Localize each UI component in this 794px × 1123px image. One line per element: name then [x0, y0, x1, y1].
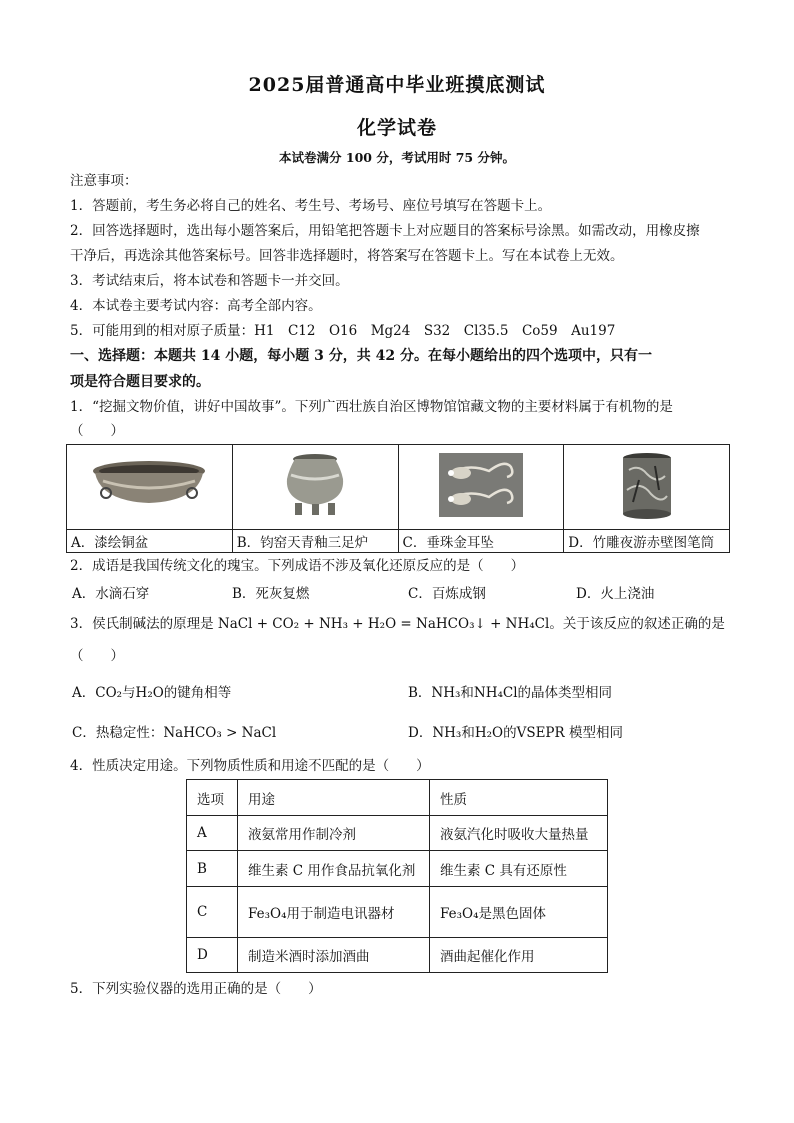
- q3-option-b[interactable]: B．NH₃和NH₄Cl的晶体类型相同: [408, 685, 613, 701]
- exam-info: 本试卷满分 100 分，考试用时 75 分钟。: [279, 150, 515, 165]
- gold-earrings-icon: [439, 453, 523, 517]
- artifact-image-c: [398, 445, 564, 530]
- q3-option-a[interactable]: A．CO₂与H₂O的键角相等: [72, 685, 232, 701]
- q3-stem: [70, 614, 725, 634]
- table-cell: 液氨汽化时吸收大量热量: [430, 816, 608, 851]
- note-3: 3．考试结束后，将本试卷和答题卡一并交回。: [70, 273, 349, 289]
- q1-option-c[interactable]: C．垂珠金耳坠: [398, 530, 564, 553]
- bamboo-brush-holder-icon: [617, 450, 677, 520]
- section-heading-line2: 项是符合题目要求的。: [70, 374, 210, 390]
- tripod-censer-icon: [273, 449, 357, 521]
- table-row[interactable]: [187, 851, 608, 887]
- q1-option-a[interactable]: A．漆绘铜盆: [67, 530, 233, 553]
- table-cell: Fe₃O₄是黑色固体: [430, 887, 608, 938]
- q3-stem-post: 。关于该反应的叙述正确的是: [549, 616, 725, 632]
- table-row[interactable]: [187, 887, 608, 938]
- q2-stem: 2．成语是我国传统文化的瑰宝。下列成语不涉及氧化还原反应的是（ ）: [70, 558, 525, 574]
- q2-option-b[interactable]: B．死灰复燃: [232, 586, 310, 602]
- table-header-row: [187, 780, 608, 816]
- exam-subject: 化学试卷: [356, 117, 437, 139]
- table-cell: D: [187, 938, 238, 973]
- q4-table: [186, 779, 608, 973]
- artifact-image-b: [232, 445, 398, 530]
- table-row[interactable]: [187, 816, 608, 851]
- q3-option-c[interactable]: C．热稳定性：NaHCO₃ > NaCl: [72, 725, 277, 741]
- q5-stem: 5．下列实验仪器的选用正确的是（ ）: [70, 981, 322, 997]
- section-heading-line1: 一、选择题：本题共 14 小题，每小题 3 分，共 42 分。在每小题给出的四个选项中，只有一: [70, 348, 652, 364]
- q3-stem-pre: 3．侯氏制碱法的原理是: [70, 616, 218, 632]
- notes-heading: 注意事项：: [70, 173, 138, 189]
- artifact-image-a: [67, 445, 233, 530]
- table-cell: C: [187, 887, 238, 938]
- note-1: 1．答题前，考生务必将自己的姓名、考生号、考场号、座位号填写在答题卡上。: [70, 198, 552, 214]
- table-cell: 维生素 C 具有还原性: [430, 851, 608, 887]
- exam-title: 2025届普通高中毕业班摸底测试: [248, 74, 546, 96]
- bronze-basin-icon: [89, 455, 209, 515]
- q1-artifact-table: [66, 444, 730, 553]
- table-cell: 制造米酒时添加酒曲: [238, 938, 430, 973]
- table-row[interactable]: [187, 938, 608, 973]
- table-header-cell: 选项: [187, 780, 238, 816]
- table-cell: A: [187, 816, 238, 851]
- note-4: 4．本试卷主要考试内容：高考全部内容。: [70, 298, 322, 314]
- q3-option-d[interactable]: D．NH₃和H₂O的VSEPR 模型相同: [408, 725, 623, 741]
- note-5: 5．可能用到的相对原子质量：H1 C12 O16 Mg24 S32 Cl35.5 Co59 Au197: [70, 323, 616, 339]
- table-cell: 维生素 C 用作食品抗氧化剂: [238, 851, 430, 887]
- q2-option-d[interactable]: D．火上浇油: [576, 586, 655, 602]
- table-cell: 液氨常用作制冷剂: [238, 816, 430, 851]
- table-header-cell: 用途: [238, 780, 430, 816]
- table-cell: B: [187, 851, 238, 887]
- note-2a: 2．回答选择题时，选出每小题答案后，用铅笔把答题卡上对应题目的答案标号涂黑。如需改动，用橡皮擦: [70, 223, 700, 239]
- q1-option-d[interactable]: D．竹雕夜游赤壁图笔筒: [564, 530, 730, 553]
- table-cell: 酒曲起催化作用: [430, 938, 608, 973]
- q1-option-b[interactable]: B．钧窑天青釉三足炉: [232, 530, 398, 553]
- q4-stem: 4．性质决定用途。下列物质性质和用途不匹配的是（ ）: [70, 758, 430, 774]
- artifact-image-d: [564, 445, 730, 530]
- q3-paren: （ ）: [70, 648, 124, 664]
- note-2b: 干净后，再选涂其他答案标号。回答非选择题时，将答案写在答题卡上。写在本试卷上无效。: [70, 248, 624, 264]
- q2-option-c[interactable]: C．百炼成钢: [408, 586, 486, 602]
- table-header-cell: 性质: [430, 780, 608, 816]
- table-cell: Fe₃O₄用于制造电讯器材: [238, 887, 430, 938]
- q1-stem: 1．“挖掘文物价值，讲好中国故事”。下列广西壮族自治区博物馆馆藏文物的主要材料属于有机物的是: [70, 399, 673, 415]
- q1-paren: （ ）: [70, 423, 124, 439]
- q2-option-a[interactable]: A．水滴石穿: [72, 586, 150, 602]
- q3-equation: NaCl + CO₂ + NH₃ + H₂O = NaHCO₃↓ + NH₄Cl: [217, 616, 550, 632]
